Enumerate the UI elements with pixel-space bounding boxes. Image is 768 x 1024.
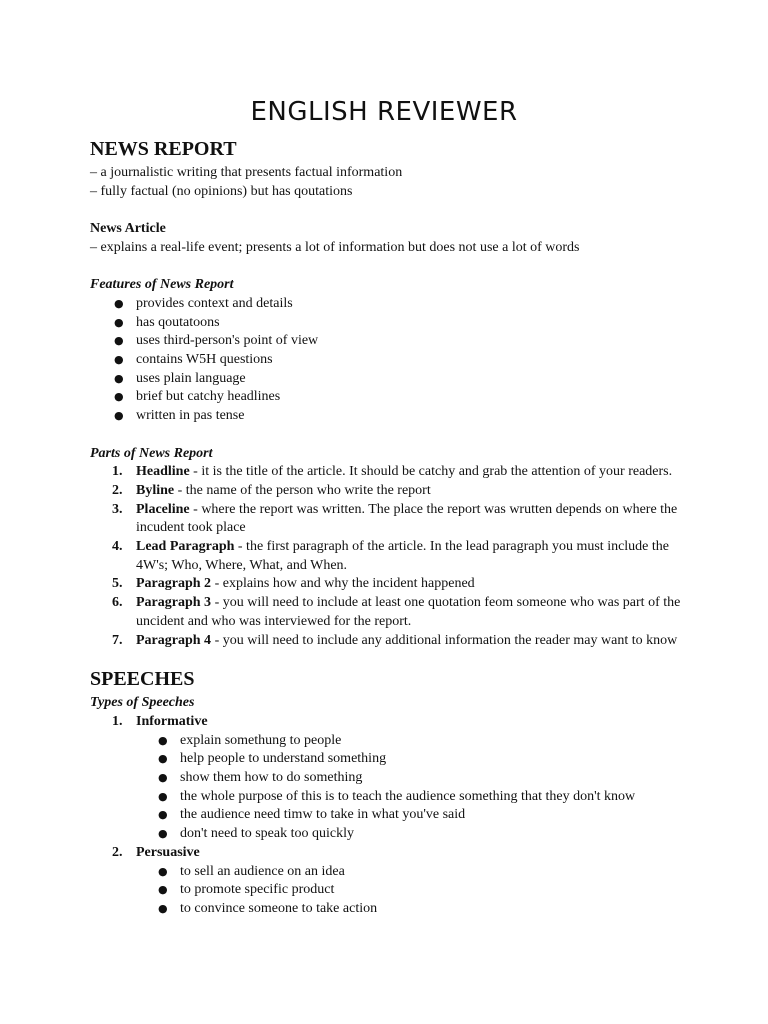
spacer	[90, 426, 690, 445]
part-term: Lead Paragraph	[136, 539, 235, 555]
list-item	[112, 844, 692, 919]
part-description: - you will need to include at least one quotation feom someone who was part of the uncident and who was interviewed for the report.	[136, 595, 681, 629]
part-term: Paragraph 2	[136, 576, 212, 592]
list-item: ● has qoutatoons	[114, 314, 690, 333]
list-item: ● the whole purpose of this is to teach the audience something that they don't know	[158, 788, 692, 807]
news-report-definition: – fully factual (no opinions) but has qoutations	[90, 183, 353, 199]
spacer	[90, 258, 690, 277]
list-item: ● written in pas tense	[114, 407, 690, 426]
part-term: Paragraph 3	[136, 595, 212, 611]
list-item: ● show them how to do something	[158, 769, 692, 788]
list-item: ● to convince someone to take action	[158, 900, 692, 919]
features-list	[90, 295, 690, 426]
types-heading: Types of Speeches	[90, 695, 195, 711]
part-term: Byline	[136, 482, 175, 498]
list-item: ● to promote specific product	[158, 881, 692, 900]
news-article-heading: News Article	[90, 221, 166, 237]
list-item: ● help people to understand something	[158, 750, 692, 769]
list-number: 6.	[112, 595, 123, 611]
list-item: ● uses plain language	[114, 370, 690, 389]
list-number: 3.	[112, 501, 123, 517]
list-item	[112, 575, 692, 594]
list-item	[112, 632, 692, 651]
list-number: 4.	[112, 539, 123, 555]
speech-types-list	[90, 713, 692, 919]
list-item	[112, 713, 692, 844]
list-number: 2.	[112, 844, 123, 860]
part-description: - the first paragraph of the article. In the lead paragraph you must include the 4W's; Who, Where, What, and When.	[136, 539, 669, 573]
speech-type-name: Informative	[136, 713, 208, 729]
part-term: Paragraph 4	[136, 632, 212, 648]
spacer	[90, 201, 690, 220]
news-article-definition: – explains a real-life event; presents a lot of information but does not use a lot of words	[90, 239, 580, 255]
list-item	[112, 501, 692, 538]
part-term: Headline	[136, 464, 190, 480]
document-title: ENGLISH REVIEWER	[250, 97, 518, 127]
speeches-heading: SPEECHES	[90, 668, 195, 691]
part-term: Placeline	[136, 501, 190, 517]
speech-type-name: Persuasive	[136, 844, 200, 860]
news-report-definition: – a journalistic writing that presents factual information	[90, 165, 403, 180]
list-item: ● explain somethung to people	[158, 732, 692, 751]
list-item	[112, 594, 692, 631]
part-description: - you will need to include any additional information the reader may want to know	[211, 632, 678, 648]
part-description: - where the report was written. The place the report was wrutten depends on where the incudent took place	[136, 501, 678, 536]
part-description: - the name of the person who write the report	[174, 482, 431, 498]
list-item: ● uses third-person's point of view	[114, 332, 690, 351]
list-item: ● don't need to speak too quickly	[158, 825, 692, 844]
document-body	[90, 136, 690, 919]
part-description: - it is the title of the article. It should be catchy and grab the attention of your readers.	[189, 464, 673, 480]
informative-list	[136, 732, 692, 844]
features-heading: Features of News Report	[90, 277, 234, 293]
list-item: ● the audience need timw to take in what you've said	[158, 806, 692, 825]
news-report-heading: NEWS REPORT	[90, 138, 237, 160]
persuasive-list	[136, 863, 692, 919]
list-item: ● to sell an audience on an idea	[158, 863, 692, 882]
list-item: ● contains W5H questions	[114, 351, 690, 370]
list-number: 7.	[112, 632, 123, 648]
list-number: 1.	[112, 464, 123, 480]
list-number: 5.	[112, 576, 123, 592]
list-number: 2.	[112, 482, 123, 498]
parts-list	[90, 463, 692, 650]
part-description: - explains how and why the incident happened	[211, 576, 475, 592]
list-item	[112, 482, 692, 501]
list-number: 1.	[112, 713, 123, 729]
list-item: ● provides context and details	[114, 295, 690, 314]
parts-heading: Parts of News Report	[90, 445, 213, 461]
list-item	[112, 538, 692, 575]
list-item: ● brief but catchy headlines	[114, 388, 690, 407]
list-item	[112, 463, 692, 482]
